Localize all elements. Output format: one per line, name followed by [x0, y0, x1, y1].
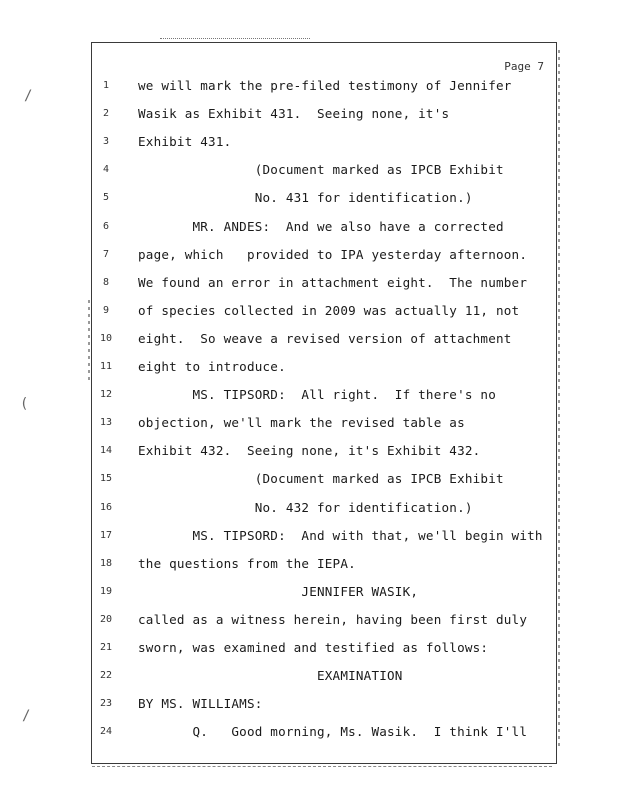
transcript-line — [0, 134, 618, 154]
line-text: (Document marked as IPCB Exhibit — [138, 471, 504, 487]
line-number: 23 — [99, 698, 113, 710]
transcript-line — [0, 106, 618, 126]
line-text: Wasik as Exhibit 431. Seeing none, it's — [138, 106, 450, 122]
transcript-line — [0, 275, 618, 295]
line-number: 5 — [102, 192, 110, 204]
scan-edge-mark — [88, 300, 90, 380]
line-text: we will mark the pre-filed testimony of Jennifer — [138, 78, 512, 93]
line-text: EXAMINATION — [138, 668, 403, 684]
line-text: page, which provided to IPA yesterday afternoon. — [138, 246, 528, 262]
transcript-line — [0, 556, 618, 576]
transcript-line — [0, 190, 618, 210]
line-text: We found an error in attachment eight. The number — [138, 274, 528, 290]
line-text: Exhibit 432. Seeing none, it's Exhibit 432. — [138, 443, 481, 459]
line-number: 6 — [102, 220, 110, 232]
transcript-line — [0, 500, 618, 520]
line-number: 13 — [99, 417, 113, 429]
line-number: 24 — [99, 726, 113, 738]
transcript-line — [0, 528, 618, 548]
line-number: 8 — [102, 276, 110, 288]
transcript-line — [0, 724, 618, 744]
line-text: Q. Good morning, Ms. Wasik. I think I'll — [138, 724, 528, 740]
margin-mark: / — [22, 708, 31, 724]
line-text: sworn, was examined and testified as follows: — [138, 640, 489, 655]
transcript-line — [0, 443, 618, 463]
line-text: MS. TIPSORD: And with that, we'll begin with — [138, 527, 543, 543]
line-text: MR. ANDES: And we also have a corrected — [138, 218, 504, 234]
line-number: 12 — [99, 389, 113, 401]
line-number: 7 — [102, 248, 110, 260]
line-number: 10 — [99, 332, 113, 344]
line-number: 16 — [99, 501, 113, 513]
line-text: called as a witness herein, having been first duly — [138, 611, 528, 627]
transcript-line — [0, 415, 618, 435]
line-number: 15 — [99, 473, 113, 485]
transcript-line — [0, 640, 618, 660]
margin-mark: / — [24, 88, 33, 104]
line-number: 19 — [99, 585, 113, 597]
transcript-line — [0, 331, 618, 351]
line-text: No. 431 for identification.) — [138, 190, 473, 206]
line-number: 3 — [102, 136, 110, 148]
transcript-line — [0, 78, 618, 98]
line-number: 18 — [99, 557, 113, 569]
transcript-line — [0, 696, 618, 716]
line-number: 14 — [99, 445, 113, 457]
scan-edge-mark — [558, 50, 560, 750]
line-text: MS. TIPSORD: All right. If there's no — [138, 387, 496, 403]
line-number: 4 — [102, 164, 110, 176]
line-text: No. 432 for identification.) — [138, 499, 473, 515]
line-text: (Document marked as IPCB Exhibit — [138, 162, 504, 178]
line-text: eight. So weave a revised version of attachment — [138, 330, 512, 346]
line-number: 11 — [99, 361, 113, 372]
transcript-line — [0, 219, 618, 239]
transcript-line — [0, 668, 618, 688]
line-text: BY MS. WILLIAMS: — [138, 696, 263, 712]
line-number: 22 — [99, 670, 113, 682]
page-number: Page 7 — [504, 60, 544, 73]
margin-mark: ( — [20, 396, 29, 412]
line-text: Exhibit 431. — [138, 134, 232, 150]
line-text: JENNIFER WASIK, — [138, 583, 419, 599]
line-number: 1 — [102, 80, 110, 91]
transcript-line — [0, 303, 618, 323]
line-number: 21 — [99, 642, 113, 653]
transcript-line — [0, 612, 618, 632]
transcript-line — [0, 162, 618, 182]
transcript-line — [0, 247, 618, 267]
scan-artifact-bottom — [92, 766, 552, 771]
line-text: eight to introduce. — [138, 359, 286, 374]
line-number: 17 — [99, 529, 113, 541]
line-number: 9 — [102, 304, 110, 316]
transcript-line — [0, 471, 618, 491]
line-text: of species collected in 2009 was actually 11, not — [138, 302, 520, 318]
line-text: the questions from the IEPA. — [138, 555, 356, 571]
transcript-line — [0, 584, 618, 604]
transcript-line — [0, 359, 618, 379]
line-text: objection, we'll mark the revised table as — [138, 415, 465, 431]
line-number: 2 — [102, 108, 110, 120]
transcript-line — [0, 387, 618, 407]
line-number: 20 — [99, 613, 113, 625]
